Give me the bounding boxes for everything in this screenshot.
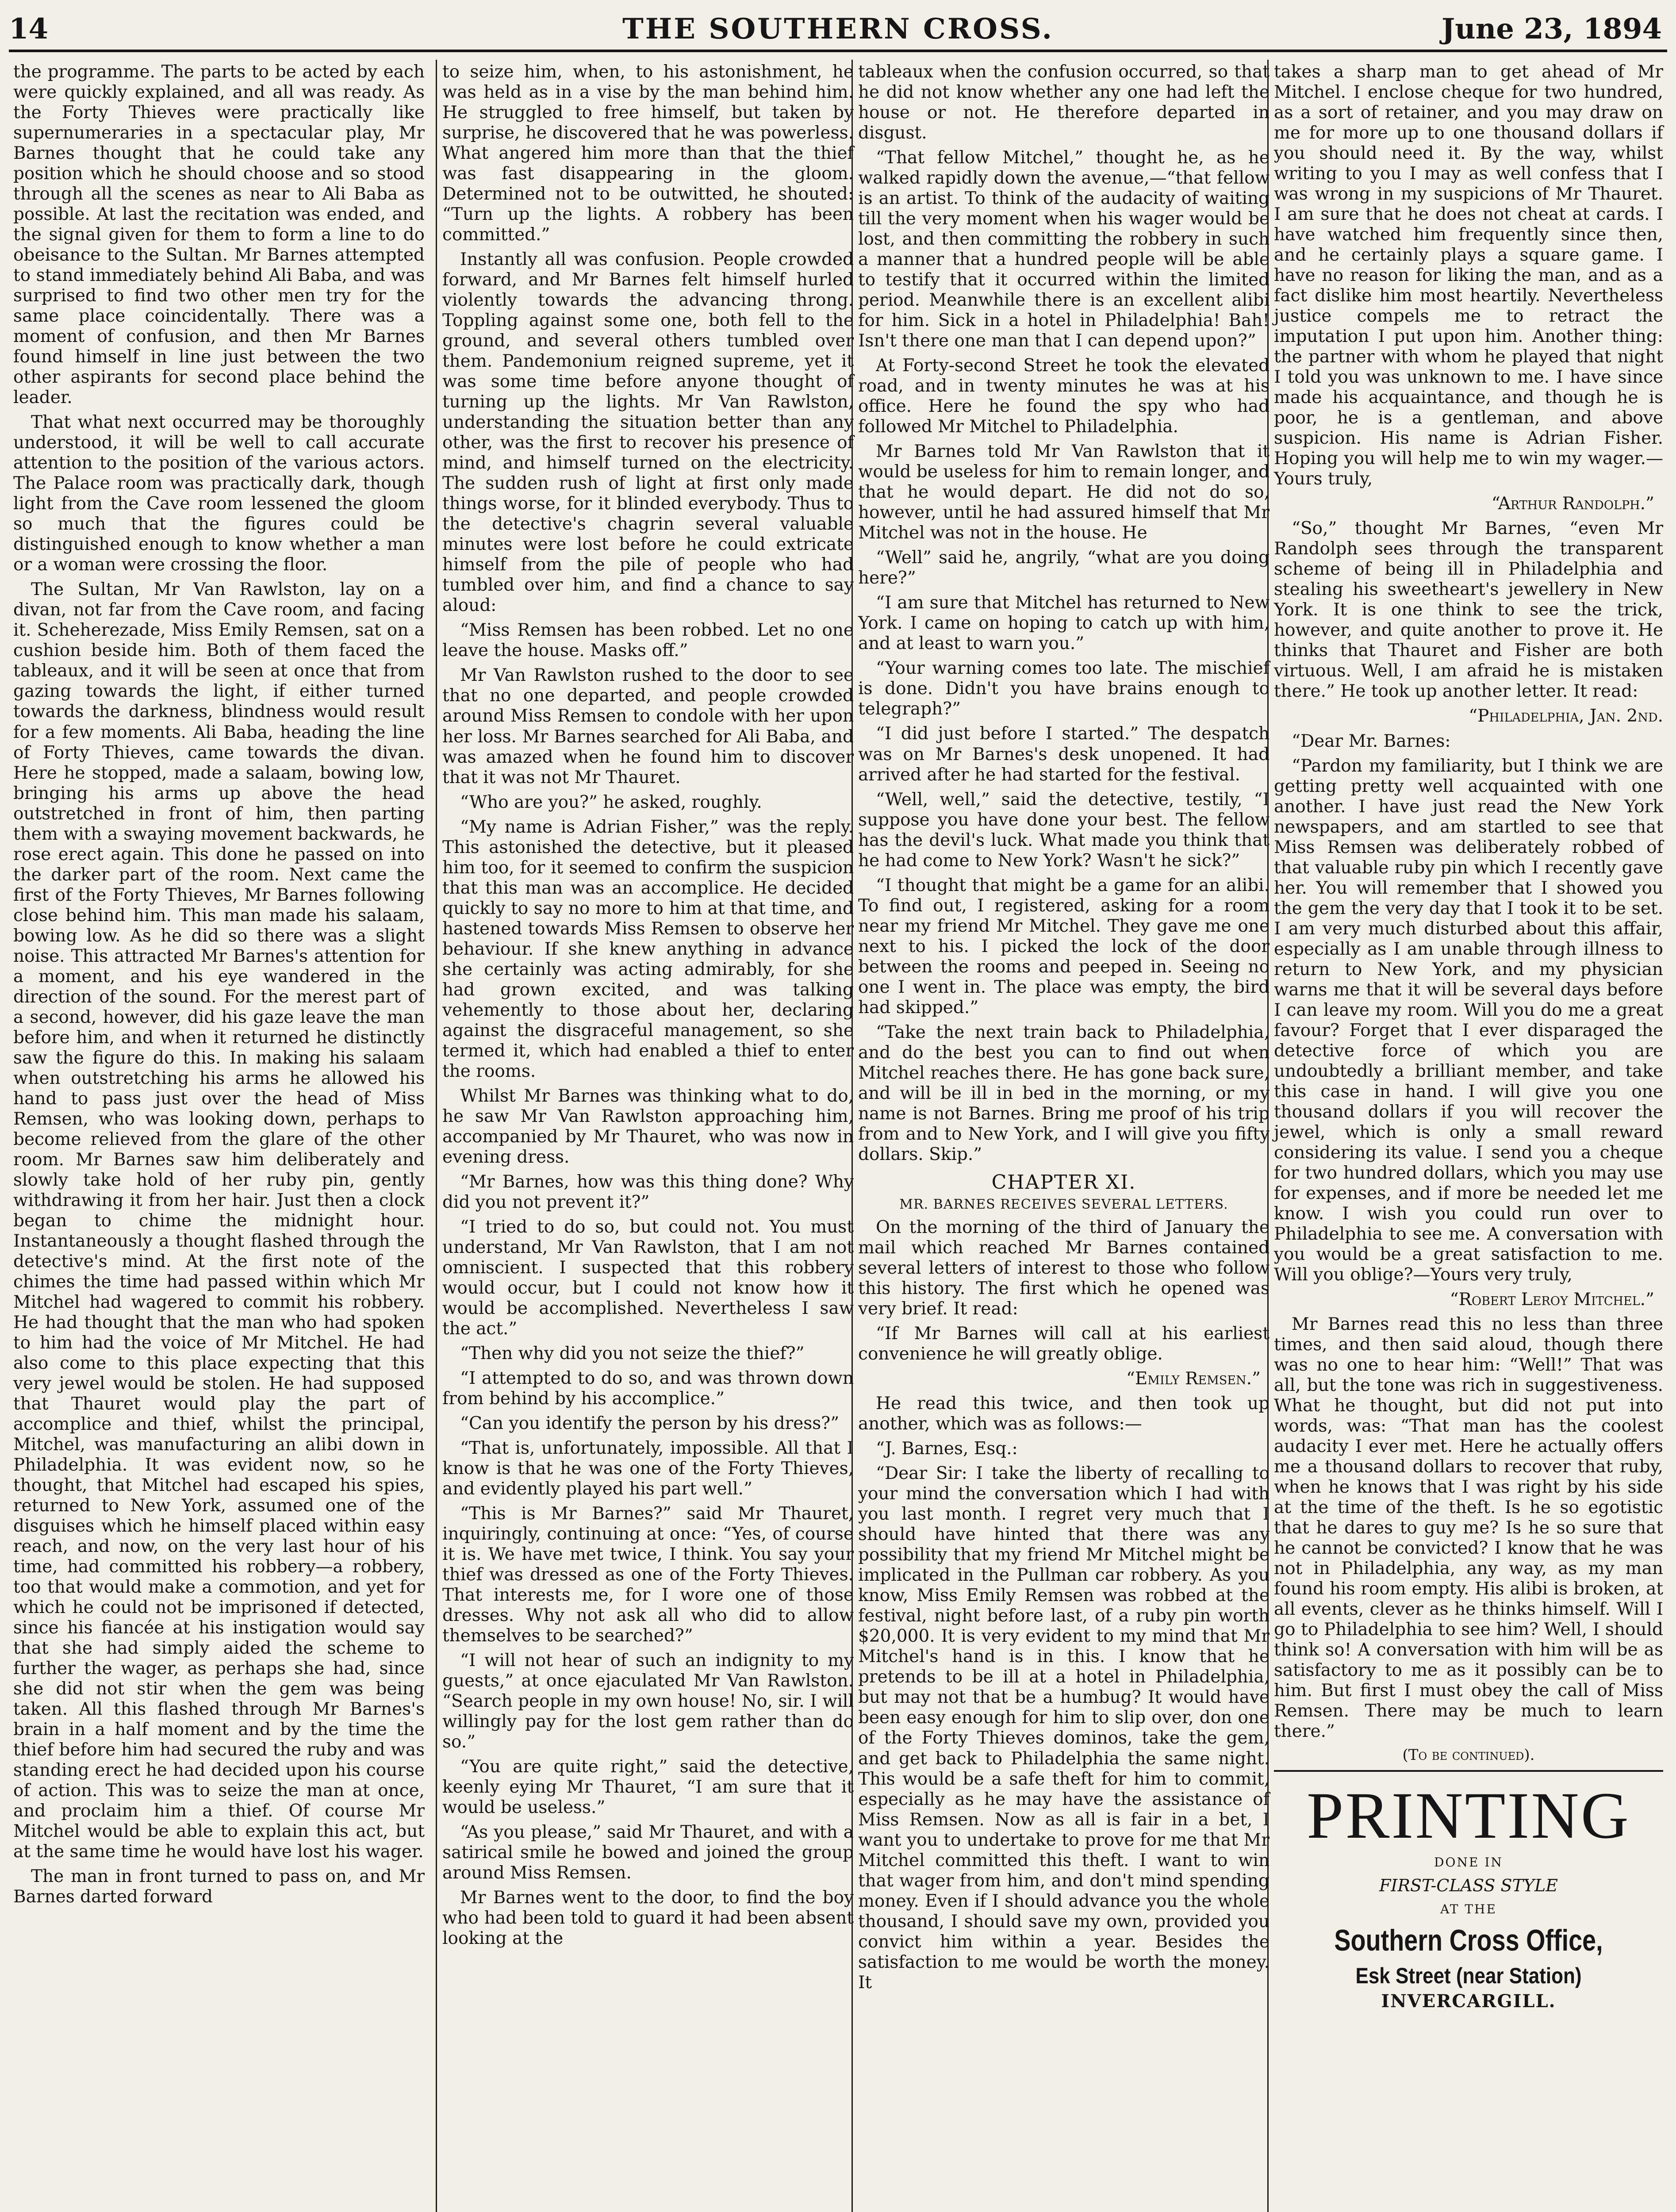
paragraph: The man in front turned to pass on, and Mr Barnes darted forward xyxy=(13,1866,425,1907)
letter-signature: “Arthur Randolph.” xyxy=(1491,494,1654,514)
newspaper-title: THE SOUTHERN CROSS. xyxy=(622,12,1054,46)
paragraph: takes a sharp man to get ahead of Mr Mitchel. I enclose cheque for two hundred, as a sort of retainer, and you may draw on me for more up to one thousand dollars if you should need it. By the way, whilst writing to you I may as well confess that I was wrong in my suspicions of Mr Thauret. I am sure that he does not cheat at cards. I have watched him frequently since then, and he certainly plays a square game. I have no reason for liking the man, and as a fact dislike him most heartily. Nevertheless justice compels me to retract the imputation I put upon him. Another thing: the partner with whom he played that night I told you was unknown to me. I have since made his acquaintance, and though he is poor, he is a gentleman, and above suspicion. His name is Adrian Fisher. Hoping you will help me to win my wager.—Yours truly, xyxy=(1274,62,1663,489)
paragraph: tableaux when the confusion occurred, so that he did not know whether any one had left the house or not. He therefore departed in disgust. xyxy=(858,62,1269,143)
paragraph: “If Mr Barnes will call at his earliest convenience he will greatly oblige. xyxy=(858,1324,1269,1364)
to-be-continued: (To be continued). xyxy=(1402,1746,1535,1764)
column-1 xyxy=(13,62,425,1912)
letter-signature: “Robert Leroy Mitchel.” xyxy=(1450,1289,1654,1310)
paragraph: “I tried to do so, but could not. You must understand, Mr Van Rawlston, that I am not omniscient. I suspected that this robbery would occur, but I could not know how it would be accomplished. Nevertheless I saw the act.” xyxy=(442,1217,854,1339)
paragraph: At Forty-second Street he took the elevated road, and in twenty minutes he was at his office. Here he found the spy who had followed Mr Mitchel to Philadelphia. xyxy=(858,356,1269,437)
paragraph: “Your warning comes too late. The mischief is done. Didn't you have brains enough to telegraph?” xyxy=(858,658,1269,719)
paragraph: “So,” thought Mr Barnes, “even Mr Randolph sees through the transparent scheme of being ill in Philadelphia and stealing his sweetheart's jewellery in New York. It is one think to see the trick, however, and quite another to prove it. He thinks that Thauret and Fisher are both virtuous. Well, I am afraid he is mistaken there.” He took up another letter. It read: xyxy=(1274,518,1663,702)
paragraph: Mr Barnes went to the door, to find the boy who had been told to guard it had been absent looking at the xyxy=(442,1888,854,1949)
column-2 xyxy=(442,62,854,1953)
paragraph: “Well, well,” said the detective, testily, “I suppose you have done your best. The fellow has the devil's luck. What made you think that he had come to New York? Wasn't he sick?” xyxy=(858,789,1269,871)
advert-office: Southern Cross Office, xyxy=(1334,1924,1603,1958)
column-3 xyxy=(858,62,1269,1997)
paragraph: That what next occurred may be thoroughly understood, it will be well to call accurate attention to the position of the various actors. The Palace room was practically dark, though light from the Cave room lessened the gloom so much that the figures could be distinguished enough to know whether a man or a woman were crossing the floor. xyxy=(13,412,425,575)
paragraph: “This is Mr Barnes?” said Mr Thauret, inquiringly, continuing at once: “Yes, of course it is. We have met twice, I think. You say your thief was dressed as one of the Forty Thieves. That interests me, for I wore one of those dresses. Why not ask all who did to allow themselves to be searched?” xyxy=(442,1504,854,1646)
paragraph: “Mr Barnes, how was this thing done? Why did you not prevent it?” xyxy=(442,1171,854,1212)
paragraph: “Dear Sir: I take the liberty of recalling to your mind the conversation which I had with you last month. I regret very much that I should have hinted that there was any possibility that my friend Mr Mitchel might be implicated in the Pullman car robbery. As you know, Miss Emily Remsen was robbed at the festival, night before last, of a ruby pin worth $20,000. It is very evident to my mind that Mr Mitchel's hand is in this. I know that he pretends to be ill at a hotel in Philadelphia, but may not that be a humbug? It would have been easy enough for him to slip over, don one of the Forty Thieves dominos, take the gem, and get back to Philadelphia the same night. This would be a safe theft for him to commit, especially as he may have the assistance of Miss Remsen. Now as all is fair in a bet, I want you to undertake to prove for me that Mr Mitchel committed this theft. I want to win that wager from him, and don't mind spending money. Even if I should advance you the whole thousand, I should save my own, provided you convict him within a year. Besides the satisfaction to me would be worth the money. It xyxy=(858,1463,1269,1993)
masthead xyxy=(9,9,1667,53)
advert-style: FIRST-CLASS STYLE xyxy=(1379,1876,1558,1896)
paragraph: “Pardon my familiarity, but I think we are getting pretty well acquainted with one another. I have just read the New York newspapers, and am startled to see that Miss Remsen was deliberately robbed of that valuable ruby pin which I recently gave her. You will remember that I showed you the gem the very day that I took it to be set. I am very much disturbed about this affair, especially as I am unable through illness to return to New York, and my physician warns me that it will be several days before I can leave my room. Will you do me a great favour? Forget that I ever disparaged the detective force of which you are undoubtedly a brilliant member, and take this case in hand. I will give you one thousand dollars if you will recover the jewel, which is only a small reward considering its value. I send you a cheque for two hundred dollars, which you may use for expenses, and if more be needed let me know. I wish you could run over to Philadelphia to see me. A conversation with you would be a great satisfaction to me. Will you oblige?—Yours very truly, xyxy=(1274,756,1663,1285)
advert-street: Esk Street (near Station) xyxy=(1355,1963,1582,1988)
paragraph: “I attempted to do so, and was thrown down from behind by his accomplice.” xyxy=(442,1368,854,1409)
header-rule xyxy=(9,50,1667,52)
column-divider xyxy=(436,60,437,2212)
paragraph: to seize him, when, to his astonishment, he was held as in a vise by the man behind him. He struggled to free himself, but taken by surprise, he discovered that he was powerless. What angered him more than that the thief was fast disappearing in the gloom. Determined not to be outwitted, he shouted: “Turn up the lights. A robbery has been committed.” xyxy=(442,62,854,245)
advert-rule xyxy=(1274,1770,1663,1772)
paragraph: “My name is Adrian Fisher,” was the reply. This astonished the detective, but it pleased him too, for it seemed to confirm the suspicion that this man was an accomplice. He decided quickly to say no more to him at that time, and hastened towards Miss Remsen to observe her behaviour. If she knew anything in advance she certainly was acting admirably, for she had grown excited, and was talking vehemently to those about her, declaring against the disgraceful management, so she termed it, which had enabled a thief to enter the rooms. xyxy=(442,817,854,1081)
advert-town: INVERCARGILL. xyxy=(1381,1990,1556,2012)
paragraph: Mr Barnes read this no less than three times, and then said aloud, though there was no one to hear him: “Well!” That was all, but the tone was rich in suggestiveness. What he thought, but did not put into words, was: “That man has the coolest audacity I ever met. Here he actually offers me a thousand dollars to recover that ruby, when he knows that I was right by his side at the time of the theft. Is he so egotistic that he dares to guy me? Is he so sure that he cannot be convicted? I know that he was not in Philadelphia, any way, as my man found his room empty. His alibi is broken, at all events, clever as he thinks himself. Will I go to Philadelphia to see him? Well, I should think so! A conversation with him will be as satisfactory to me as it possibly can be to him. But first I must obey the call of Miss Remsen. There may be much to learn there.” xyxy=(1274,1314,1663,1742)
printing-advert xyxy=(1274,1779,1663,2012)
paragraph: “I will not hear of such an indignity to my guests,” at once ejaculated Mr Van Rawlston. “Search people in my own house! No, sir. I will willingly pay for the lost gem rather than do so.” xyxy=(442,1651,854,1752)
paragraph: “Dear Mr. Barnes: xyxy=(1292,731,1451,751)
advert-title: PRINTING xyxy=(1307,1779,1630,1853)
paragraph: “Then why did you not seize the thief?” xyxy=(460,1343,805,1363)
paragraph: “Take the next train back to Philadelphia, and do the best you can to find out when Mitchel reaches there. He has gone back sure, and will be ill in bed in the morning, or my name is not Barnes. Bring me proof of his trip from and to New York, and I will give you fifty dollars. Skip.” xyxy=(858,1022,1269,1164)
paragraph: “You are quite right,” said the detective, keenly eying Mr Thauret, “I am sure that it would be useless.” xyxy=(442,1757,854,1818)
paragraph: On the morning of the third of January the mail which reached Mr Barnes contained several letters of interest to those who follow this history. The first which he opened was very brief. It read: xyxy=(858,1217,1269,1319)
paragraph: “I thought that might be a game for an alibi. To find out, I registered, asking for a room near my friend Mr Mitchel. They gave me one next to his. I picked the lock of the door between the rooms and peeped in. Seeing no one I went in. The place was empty, the bird had skipped.” xyxy=(858,875,1269,1018)
paragraph: “J. Barnes, Esq.: xyxy=(876,1439,1018,1459)
paragraph: “As you please,” said Mr Thauret, and with a satirical smile he bowed and joined the group around Miss Remsen. xyxy=(442,1822,854,1883)
paragraph: “That fellow Mitchel,” thought he, as he walked rapidly down the avenue,—“that fellow is an artist. To think of the audacity of waiting till the very moment when his wager would be lost, and then committing the robbery in such a manner that a hundred people will be able to testify that it occurred within the limited period. Meanwhile there is an excellent alibi for him. Sick in a hotel in Philadelphia! Bah! Isn't there one man that I can depend upon?” xyxy=(858,148,1269,351)
paragraph: The Sultan, Mr Van Rawlston, lay on a divan, not far from the Cave room, and facing it. Scheherezade, Miss Emily Remsen, sat on a cushion beside him. Both of them faced the tableaux, and it will be seen at once that from gazing towards the light, if either turned towards the darkness, blindness would result for a few moments. Ali Baba, heading the line of Forty Thieves, came towards the divan. Here he stopped, made a salaam, bowing low, bringing his arms up above the head outstretched in front of him, then parting them with a swaying movement backwards, he rose erect again. This done he passed on into the darker part of the room. Next came the first of the Forty Thieves, Mr Barnes following close behind him. This man made his salaam, bowing low. As he did so there was a slight noise. This attracted Mr Barnes's attention for a moment, and his eye wandered in the direction of the sound. For the merest part of a second, however, did his gaze leave the man before him, and when it returned he distinctly saw the figure do this. In making his salaam when outstretching his arms he allowed his hand to pass just over the head of Miss Remsen, who was looking down, perhaps to become relieved from the glare of the other room. Mr Barnes saw him deliberately and slowly take hold of her ruby pin, gently withdrawing it from her hair. Just then a clock began to chime the midnight hour. Instantaneously a thought flashed through the detective's mind. At the first note of the chimes the time had passed within which Mr Mitchel had wagered to commit his robbery. He had thought that the man who had spoken to him had the voice of Mr Mitchel. He had also come to this place expecting that this very jewel would be stolen. He had supposed that Thauret would play the part of accomplice and thief, whilst the principal, Mitchel, was manufacturing an alibi down in Philadelphia. It was evident now, so he thought, that Mitchel had escaped his spies, returned to New York, assumed one of the disguises which he himself placed within easy reach, and now, on the very last hour of his time, had committed his robbery—a robbery, too that would make a commotion, and yet for which he could not be imprisoned if detected, since his fiancée at his instigation would say that she had simply aided the scheme to further the wager, as perhaps she had, since she did not stir when the gem was being taken. All this flashed through Mr Barnes's brain in a half moment and by the time the thief before him had secured the ruby and was standing erect he had decided upon his course of action. This was to seize the man at once, and proclaim him a thief. Of course Mr Mitchel would be able to explain this act, but at the same time he would have lost his wager. xyxy=(13,580,425,1862)
advert-line: DONE IN xyxy=(1434,1855,1503,1870)
letter-signature: “Emily Remsen.” xyxy=(1126,1369,1261,1389)
paragraph: Whilst Mr Barnes was thinking what to do, he saw Mr Van Rawlston approaching him, accompanied by Mr Thauret, who was now in evening dress. xyxy=(442,1086,854,1167)
paragraph: “Can you identify the person by his dress?” xyxy=(460,1413,840,1433)
paragraph: the programme. The parts to be acted by each were quickly explained, and all was ready. As the Forty Thieves were practically like supernumeraries in a spectacular play, Mr Barnes thought that he could take any position which he should choose and so stood through all the scenes as near to Ali Baba as possible. At last the recitation was ended, and the signal given for them to form a line to do obeisance to the Sultan. Mr Barnes attempted to stand immediately behind Ali Baba, and was surprised to find two other men try for the same place coincidentally. There was a moment of confusion, and then Mr Barnes found himself in line just between the two other aspirants for second place behind the leader. xyxy=(13,62,425,408)
paragraph: “I am sure that Mitchel has returned to New York. I came on hoping to catch up with him, and at least to warn you.” xyxy=(858,593,1269,654)
paragraph: “That is, unfortunately, impossible. All that I know is that he was one of the Forty Thieves, and evidently played his part well.” xyxy=(442,1438,854,1499)
paragraph: “Who are you?” he asked, roughly. xyxy=(460,792,762,812)
page-number: 14 xyxy=(9,12,49,46)
issue-date: June 23, 1894 xyxy=(1441,12,1662,46)
paragraph: Mr Barnes told Mr Van Rawlston that it would be useless for him to remain longer, and that he would depart. He did not do so, however, until he had assured himself that Mr Mitchel was not in the house. He xyxy=(858,442,1269,543)
paragraph: “Miss Remsen has been robbed. Let no one leave the house. Masks off.” xyxy=(442,620,854,661)
paragraph: Mr Van Rawlston rushed to the door to see that no one departed, and people crowded around Miss Remsen to condole with her upon her loss. Mr Barnes searched for Ali Baba, and was amazed when he found him to discover that it was not Mr Thauret. xyxy=(442,665,854,787)
letter-dateline: “Philadelphia, Jan. 2nd. xyxy=(1469,706,1663,726)
column-4 xyxy=(1274,62,1663,2012)
chapter-subtitle: MR. BARNES RECEIVES SEVERAL LETTERS. xyxy=(899,1196,1228,1212)
chapter-heading: CHAPTER XI. xyxy=(991,1171,1136,1194)
paragraph: “I did just before I started.” The despatch was on Mr Barnes's desk unopened. It had arrived after he had started for the festival. xyxy=(858,724,1269,785)
paragraph: “Well” said he, angrily, “what are you doing here?” xyxy=(858,548,1269,588)
paragraph: Instantly all was confusion. People crowded forward, and Mr Barnes felt himself hurled violently towards the advancing throng. Toppling against some one, both fell to the ground, and several others tumbled over them. Pandemonium reigned supreme, yet it was some time before anyone thought of turning up the lights. Mr Van Rawlston, understanding the situation better than any other, was the first to recover his presence of mind, and himself turned on the electricity. The sudden rush of light at first only made things worse, for it blinded everybody. Thus to the detective's chagrin several valuable minutes were lost before he could extricate himself from the pile of people who had tumbled over him, and find a chance to say aloud: xyxy=(442,250,854,616)
advert-line: AT THE xyxy=(1440,1902,1497,1917)
paragraph: He read this twice, and then took up another, which was as follows:— xyxy=(858,1394,1269,1434)
